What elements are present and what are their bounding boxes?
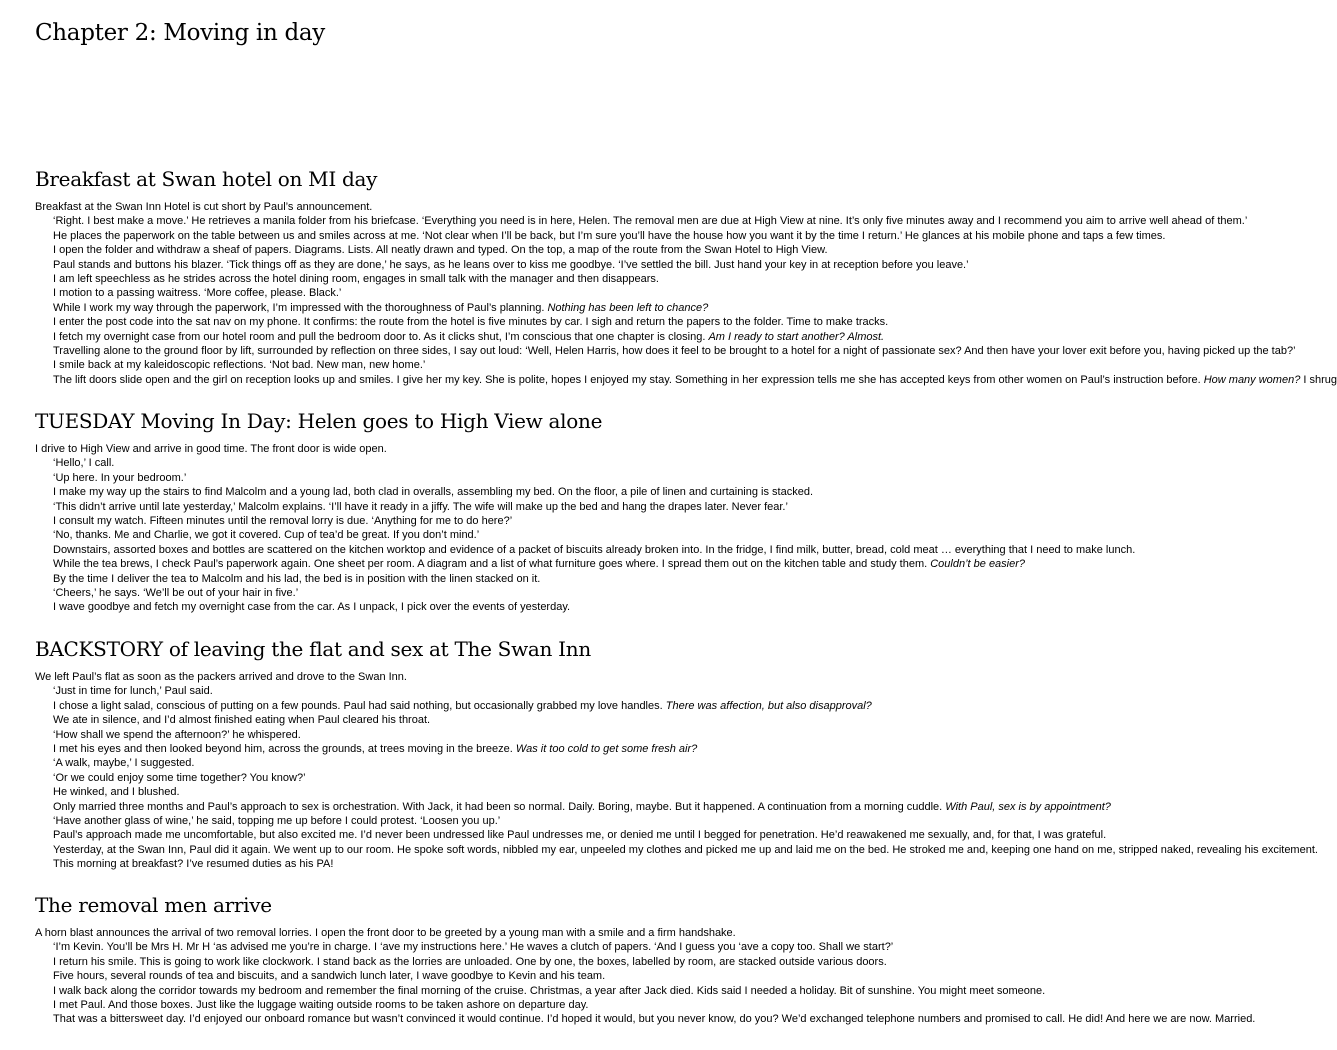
paragraph xyxy=(35,330,1330,344)
paragraph-text: He winked, and I blushed. xyxy=(53,786,180,799)
paragraph-text: ‘Or we could enjoy some time together? You know?’ xyxy=(53,771,306,784)
paragraph xyxy=(35,785,1330,799)
section-moving-in-day xyxy=(35,408,1330,615)
paragraph-text: We ate in silence, and I’d almost finished eating when Paul cleared his throat. xyxy=(53,714,431,727)
section-breakfast xyxy=(35,166,1337,387)
paragraph-text: ‘Cheers,’ he says. ‘We’ll be out of your hair in five.’ xyxy=(53,587,299,600)
paragraph xyxy=(35,373,1337,387)
paragraph-text: I motion to a passing waitress. ‘More coffee, please. Black.’ xyxy=(53,287,342,300)
paragraph xyxy=(35,258,1330,272)
paragraph-text: ‘Hello,’ I call. xyxy=(53,457,115,470)
paragraph-text: I fetch my overnight case from our hotel room and pull the bedroom door to. As it clicks shut, I’m conscious that one chapter is closing. xyxy=(53,330,709,343)
paragraph xyxy=(35,229,1330,243)
paragraph xyxy=(35,728,1330,742)
paragraph xyxy=(35,814,1330,828)
paragraph-text: I met Paul. And those boxes. Just like the luggage waiting outside rooms to be taken ashore on departure day. xyxy=(53,999,589,1012)
paragraph xyxy=(35,857,1330,871)
paragraph xyxy=(35,358,1330,372)
paragraph-italic-thought: How many women? xyxy=(1203,373,1301,386)
paragraph-italic-thought: Couldn’t be easier? xyxy=(930,558,1026,571)
section-removal-men xyxy=(35,892,1330,1027)
paragraph-text: I make my way up the stairs to find Malcolm and a young lad, both clad in overalls, assembling my bed. On the floor, a pile of linen and curtaining is stacked. xyxy=(53,486,814,499)
paragraph-text: Only married three months and Paul’s approach to sex is orchestration. With Jack, it had been so normal. Daily. Boring, maybe. But it happened. A continuation from a morning cuddle. xyxy=(53,800,946,813)
paragraph xyxy=(35,940,1330,954)
paragraph xyxy=(35,485,1330,499)
paragraph xyxy=(35,713,1330,727)
paragraph xyxy=(35,926,1330,940)
paragraph xyxy=(35,572,1330,586)
paragraph-text: Travelling alone to the ground floor by lift, surrounded by reflection on three sides, I say out loud: ‘Well, Helen Harris, how does it feel to be brought to a hotel for a night of passionate sex? And then have your lover exit before you, having picked up the tab?’ xyxy=(53,345,1296,358)
paragraph xyxy=(35,272,1330,286)
paragraph-text: I smile back at my kaleidoscopic reflections. ‘Not bad. New man, new home.’ xyxy=(53,359,426,372)
section-heading: TUESDAY Moving In Day: Helen goes to High View alone xyxy=(35,409,603,433)
paragraph-text: Breakfast at the Swan Inn Hotel is cut short by Paul’s announcement. xyxy=(35,201,373,213)
paragraph-text: I return his smile. This is going to work like clockwork. I stand back as the lorries are unloaded. One by one, the boxes, labelled by room, are stacked outside various doors. xyxy=(53,955,887,968)
paragraph xyxy=(35,543,1330,557)
paragraph-text: While I work my way through the paperwork, I’m impressed with the thoroughness of Paul’s planning. xyxy=(53,301,548,314)
paragraph xyxy=(35,528,1330,542)
paragraph xyxy=(35,456,1330,470)
paragraph-text: I am left speechless as he strides across the hotel dining room, engages in small talk with the manager and then disappears. xyxy=(53,273,659,286)
paragraph xyxy=(35,214,1330,228)
paragraph-text: ‘Just in time for lunch,’ Paul said. xyxy=(53,685,213,698)
paragraph-text: I consult my watch. Fifteen minutes until the removal lorry is due. ‘Anything for me to do here?’ xyxy=(53,515,513,528)
paragraph xyxy=(35,828,1330,842)
paragraph xyxy=(35,471,1330,485)
paragraph xyxy=(35,301,1330,315)
paragraph xyxy=(35,315,1330,329)
paragraph xyxy=(35,756,1330,770)
paragraph xyxy=(35,600,1330,614)
paragraph-italic-thought: There was affection, but also disapproval? xyxy=(665,699,872,712)
paragraph xyxy=(35,699,1330,713)
paragraph-text: I walk back along the corridor towards my bedroom and remember the final morning of the cruise. Christmas, a year after Jack died. Kids said I needed a holiday. Bit of sunshine. You might meet someone. xyxy=(53,984,1046,997)
paragraph xyxy=(35,557,1330,571)
paragraph xyxy=(35,742,1330,756)
paragraph-text: ‘A walk, maybe,’ I suggested. xyxy=(53,757,195,770)
paragraph xyxy=(35,514,1330,528)
paragraph-text: ‘Right. I best make a move.’ He retrieves a manila folder from his briefcase. ‘Everything you need is in here, Helen. The removal men are due at High View at nine. It’s only five minutes away and I recommend you aim to arrive well ahead of them.’ xyxy=(53,215,1248,228)
paragraph-text: I drive to High View and arrive in good time. The front door is wide open. xyxy=(35,443,387,455)
paragraph-text: Five hours, several rounds of tea and biscuits, and a sandwich lunch later, I wave goodbye to Kevin and his team. xyxy=(53,970,606,983)
paragraph-text: He places the paperwork on the table between us and smiles across at me. ‘Not clear when I’ll be back, but I’m sure you’ll have the house how you want it by the time I return.’ He glances at his mobile phone and taps a few times. xyxy=(53,229,1166,242)
paragraph xyxy=(35,843,1330,857)
paragraph xyxy=(35,955,1330,969)
paragraph xyxy=(35,344,1330,358)
paragraph-text-continued: I shrug xyxy=(1300,373,1337,386)
paragraph-text: That was a bittersweet day. I’d enjoyed our onboard romance but wasn’t convinced it would continue. I’d hoped it would, but you never know, do you? We’d exchanged telephone numbers and promised to call. He did! And here we are now. Married. xyxy=(53,1013,1256,1026)
paragraph-italic-thought: Was it too cold to get some fresh air? xyxy=(515,743,698,756)
chapter-title: Chapter 2: Moving in day xyxy=(35,20,326,46)
paragraph-text: The lift doors slide open and the girl on reception looks up and smiles. I give her my key. She is polite, hopes I enjoyed my stay. Something in her expression tells me she has accepted keys from other women on Paul’s instruction before. xyxy=(53,373,1204,386)
paragraph-text: Paul’s approach made me uncomfortable, but also excited me. I’d never been undressed like Paul undresses me, or denied me until I begged for penetration. He’d reawakened me sexually, and, for that, I was grateful. xyxy=(53,829,1107,842)
paragraph-text: Paul stands and buttons his blazer. ‘Tick things off as they are done,’ he says, as he leans over to kiss me goodbye. ‘I’ve settled the bill. Just hand your key in at reception before you leave.’ xyxy=(53,258,969,271)
paragraph xyxy=(35,286,1330,300)
paragraph xyxy=(35,800,1330,814)
paragraph xyxy=(35,586,1330,600)
paragraph-text: I enter the post code into the sat nav on my phone. It confirms: the route from the hotel is five minutes by car. I sigh and return the papers to the folder. Time to make tracks. xyxy=(53,316,889,329)
paragraph-text: I open the folder and withdraw a sheaf of papers. Diagrams. Lists. All neatly drawn and typed. On the top, a map of the route from the Swan Hotel to High View. xyxy=(53,244,828,257)
paragraph xyxy=(35,243,1330,257)
paragraph-text: ‘This didn’t arrive until late yesterday,’ Malcolm explains. ‘I’ll have it ready in a jiffy. The wife will make up the bed and hang the drapes later. Never fear.’ xyxy=(53,500,788,513)
paragraph xyxy=(35,200,1330,214)
paragraph-text: ‘How shall we spend the afternoon?’ he whispered. xyxy=(53,728,301,741)
paragraph-text: ‘I’m Kevin. You’ll be Mrs H. Mr H ‘as advised me you’re in charge. I ‘ave my instructions here.’ He waves a clutch of papers. ‘And I guess you ‘ave a copy too. Shall we start?’ xyxy=(53,941,894,954)
paragraph-text: This morning at breakfast? I’ve resumed duties as his PA! xyxy=(53,858,334,871)
paragraph xyxy=(35,442,1330,456)
paragraph-text: A horn blast announces the arrival of two removal lorries. I open the front door to be greeted by a young man with a smile and a firm handshake. xyxy=(35,927,736,939)
paragraph-text: I chose a light salad, conscious of putting on a few pounds. Paul had said nothing, but occasionally grabbed my love handles. xyxy=(53,699,666,712)
paragraph xyxy=(35,500,1330,514)
paragraph-text: ‘Up here. In your bedroom.’ xyxy=(53,471,187,484)
paragraph-italic-thought: Nothing has been left to chance? xyxy=(547,301,709,314)
paragraph xyxy=(35,684,1330,698)
section-backstory xyxy=(35,636,1330,872)
paragraph-text: Yesterday, at the Swan Inn, Paul did it again. We went up to our room. He spoke soft words, nibbled my ear, unpeeled my clothes and picked me up and laid me on the bed. He stroked me and, keeping one hand on me, stripped naked, revealing his excitement. xyxy=(53,843,1318,856)
section-heading: BACKSTORY of leaving the flat and sex at The Swan Inn xyxy=(35,637,591,661)
paragraph xyxy=(35,1012,1330,1026)
paragraph-text: While the tea brews, I check Paul’s paperwork again. One sheet per room. A diagram and a list of what furniture goes where. I spread them out on the kitchen table and study them. xyxy=(53,558,931,571)
section-heading: Breakfast at Swan hotel on MI day xyxy=(35,167,378,191)
paragraph-text: ‘Have another glass of wine,’ he said, topping me up before I could protest. ‘Loosen you up.’ xyxy=(53,815,501,828)
paragraph-italic-thought: Am I ready to start another? Almost. xyxy=(708,330,885,343)
paragraph xyxy=(35,998,1330,1012)
paragraph-text: Downstairs, assorted boxes and bottles are scattered on the kitchen worktop and evidence of a packet of biscuits already broken into. In the fridge, I find milk, butter, bread, cold meat … everything that I need to make lunch. xyxy=(53,543,1136,556)
paragraph xyxy=(35,969,1330,983)
paragraph xyxy=(35,771,1330,785)
paragraph xyxy=(35,984,1330,998)
paragraph xyxy=(35,670,1330,684)
section-heading: The removal men arrive xyxy=(35,893,272,917)
paragraph-text: I wave goodbye and fetch my overnight case from the car. As I unpack, I pick over the events of yesterday. xyxy=(53,601,571,614)
paragraph-text: I met his eyes and then looked beyond him, across the grounds, at trees moving in the breeze. xyxy=(53,743,516,756)
paragraph-text: ‘No, thanks. Me and Charlie, we got it covered. Cup of tea’d be great. If you don’t mind.’ xyxy=(53,529,480,542)
paragraph-italic-thought: With Paul, sex is by appointment? xyxy=(945,800,1111,813)
paragraph-text: By the time I deliver the tea to Malcolm and his lad, the bed is in position with the linen stacked on it. xyxy=(53,572,541,585)
paragraph-text: We left Paul’s flat as soon as the packers arrived and drove to the Swan Inn. xyxy=(35,671,407,683)
